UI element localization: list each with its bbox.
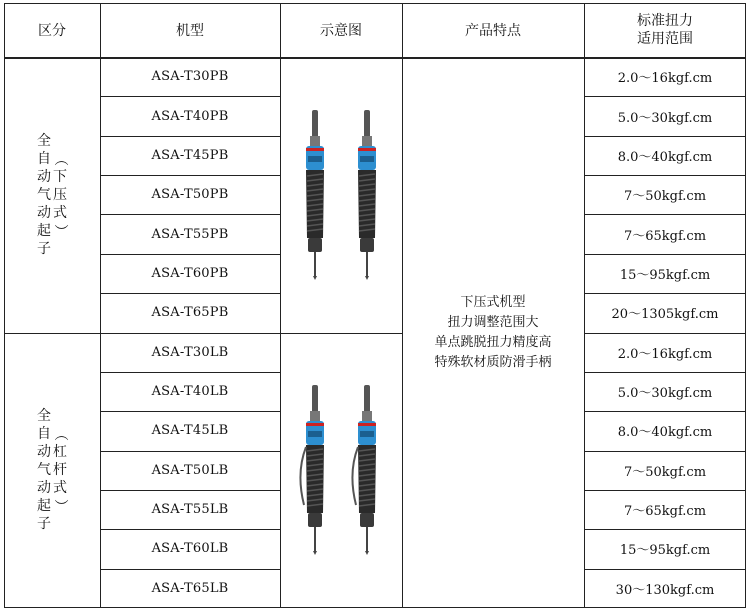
grid-line [584, 372, 746, 373]
group-label-char: 气 [37, 462, 51, 479]
header-diagram-label: 示意图 [320, 23, 362, 39]
tool-pair [298, 110, 384, 280]
group-label-char: 动 [37, 444, 51, 461]
torque-range: 15～95kgf.cm [619, 267, 711, 283]
grid-line [100, 136, 280, 137]
grid-line [584, 293, 746, 294]
torque-range: 15～95kgf.cm [619, 543, 711, 559]
group-label-char: 气 [37, 186, 51, 203]
model-cell [100, 136, 280, 175]
torque-cell [584, 175, 746, 214]
torque-cell [584, 490, 746, 529]
model-name: ASA-T40LB [151, 384, 229, 400]
grid-line [584, 333, 746, 334]
grid-line [100, 490, 280, 491]
grid-line [584, 490, 746, 491]
model-name: ASA-T40PB [151, 108, 229, 124]
model-name: ASA-T45LB [151, 423, 229, 439]
torque-cell [584, 254, 746, 293]
model-name: ASA-T60LB [151, 541, 229, 557]
grid-line [280, 3, 281, 608]
grid-line [100, 214, 280, 215]
model-cell [100, 411, 280, 450]
grid-line [745, 3, 746, 608]
model-name: ASA-T65LB [151, 580, 229, 596]
group-label-char: 起 [37, 498, 51, 515]
group-label-text [36, 407, 68, 533]
grid-line [584, 96, 746, 97]
header-diagram [280, 3, 402, 57]
group-label-col2 [53, 150, 67, 240]
model-cell [100, 490, 280, 529]
header-model-label: 机型 [176, 23, 204, 39]
group-label-1 [4, 57, 100, 333]
group-label-char: 式 [53, 204, 67, 221]
torque-range: 7～50kgf.cm [623, 464, 707, 480]
model-cell [100, 333, 280, 372]
grid-line [402, 3, 403, 608]
group-label-char: 子 [37, 240, 51, 257]
model-cell [100, 372, 280, 411]
group-label-col1 [37, 132, 51, 258]
header-category [4, 3, 100, 57]
group-label-char: 杆 [53, 462, 67, 479]
grid-line [4, 3, 5, 608]
lever-screwdriver-icon [350, 385, 384, 555]
torque-cell [584, 214, 746, 253]
grid-line [584, 411, 746, 412]
grid-line [584, 136, 746, 137]
spec-table [4, 3, 746, 608]
header-model [100, 3, 280, 57]
group-label-char: ） [52, 499, 68, 514]
model-name: ASA-T65PB [151, 305, 229, 321]
torque-cell [584, 293, 746, 332]
header-torque [584, 3, 746, 57]
push-screwdriver-icon [350, 110, 384, 280]
grid-line [4, 607, 746, 608]
torque-cell [584, 136, 746, 175]
lever-screwdriver-icon [298, 385, 332, 555]
torque-range: 8.0～40kgf.cm [617, 425, 713, 441]
push-screwdriver-icon [298, 110, 332, 280]
group-label-col2 [53, 425, 67, 515]
feature-line: 下压式机型 [460, 294, 526, 310]
push-start-screwdriver-icon [280, 57, 402, 333]
group-label-char: 全 [37, 408, 51, 425]
group-label-char: 动 [37, 204, 51, 221]
header-category-label: 区分 [38, 23, 66, 39]
group-label-char: 子 [37, 516, 51, 533]
group-label-char: 起 [37, 222, 51, 239]
tool-pair [298, 385, 384, 555]
model-cell [100, 451, 280, 490]
header-features [402, 3, 584, 57]
torque-range: 7～50kgf.cm [623, 189, 707, 205]
model-name: ASA-T30PB [151, 69, 229, 85]
feature-line: 单点跳脱扭力精度高 [434, 334, 552, 350]
group-label-2 [4, 333, 100, 609]
model-name: ASA-T30LB [151, 344, 229, 360]
torque-cell [584, 529, 746, 568]
grid-line [584, 3, 585, 608]
group-label-char: 式 [53, 480, 67, 497]
group-label-char: 杠 [53, 444, 67, 461]
torque-range: 2.0～16kgf.cm [617, 71, 713, 87]
header-torque-line1: 标准扭力 [637, 13, 693, 29]
torque-range: 2.0～16kgf.cm [617, 346, 713, 362]
torque-range: 8.0～40kgf.cm [617, 149, 713, 165]
torque-range: 7～65kgf.cm [623, 228, 707, 244]
torque-cell [584, 411, 746, 450]
torque-cell [584, 96, 746, 135]
feature-line: 特殊软材质防滑手柄 [434, 354, 552, 370]
torque-cell [584, 569, 746, 608]
group-label-char: （ [52, 151, 68, 166]
grid-line [100, 293, 280, 294]
torque-cell [584, 372, 746, 411]
grid-line [4, 333, 402, 334]
torque-cell [584, 451, 746, 490]
grid-line [584, 529, 746, 530]
grid-line [584, 254, 746, 255]
grid-line [100, 411, 280, 412]
model-name: ASA-T55PB [151, 226, 229, 242]
group-label-char: 动 [37, 480, 51, 497]
model-name: ASA-T50LB [151, 462, 229, 478]
model-name: ASA-T45PB [151, 147, 229, 163]
model-name: ASA-T50PB [151, 187, 229, 203]
grid-line [100, 529, 280, 530]
torque-range: 30～130kgf.cm [615, 582, 715, 598]
lever-start-screwdriver-icon [280, 333, 402, 609]
torque-range: 5.0～30kgf.cm [617, 386, 713, 402]
features-cell [402, 57, 584, 608]
grid-line [584, 214, 746, 215]
model-cell [100, 57, 280, 96]
group-label-col1 [37, 407, 51, 533]
group-label-char: 下 [53, 168, 67, 185]
grid-line [584, 175, 746, 176]
model-cell [100, 175, 280, 214]
grid-line [100, 96, 280, 97]
model-cell [100, 529, 280, 568]
grid-line [100, 569, 280, 570]
header-features-label: 产品特点 [465, 23, 521, 39]
group-label-char: ） [52, 223, 68, 238]
group-label-char: （ [52, 427, 68, 442]
header-torque-line2: 适用范围 [637, 31, 693, 47]
model-cell [100, 293, 280, 332]
model-name: ASA-T55LB [151, 502, 229, 518]
group-label-text [36, 132, 68, 258]
grid-line [584, 569, 746, 570]
grid-line [100, 175, 280, 176]
group-label-char: 全 [37, 132, 51, 149]
group-label-char: 动 [37, 168, 51, 185]
grid-line [100, 254, 280, 255]
grid-line [100, 3, 101, 608]
grid-line [584, 451, 746, 452]
torque-range: 5.0～30kgf.cm [617, 110, 713, 126]
model-cell [100, 254, 280, 293]
group-label-char: 自 [37, 150, 51, 167]
model-name: ASA-T60PB [151, 265, 229, 281]
model-cell [100, 96, 280, 135]
feature-line: 扭力调整范围大 [447, 314, 539, 330]
torque-cell [584, 333, 746, 372]
grid-line [4, 3, 746, 4]
group-label-char: 压 [53, 186, 67, 203]
torque-cell [584, 57, 746, 96]
grid-line [4, 57, 746, 59]
grid-line [100, 451, 280, 452]
model-cell [100, 569, 280, 608]
group-label-char: 自 [37, 426, 51, 443]
model-cell [100, 214, 280, 253]
grid-line [100, 372, 280, 373]
torque-range: 20～1305kgf.cm [611, 307, 719, 323]
torque-range: 7～65kgf.cm [623, 504, 707, 520]
